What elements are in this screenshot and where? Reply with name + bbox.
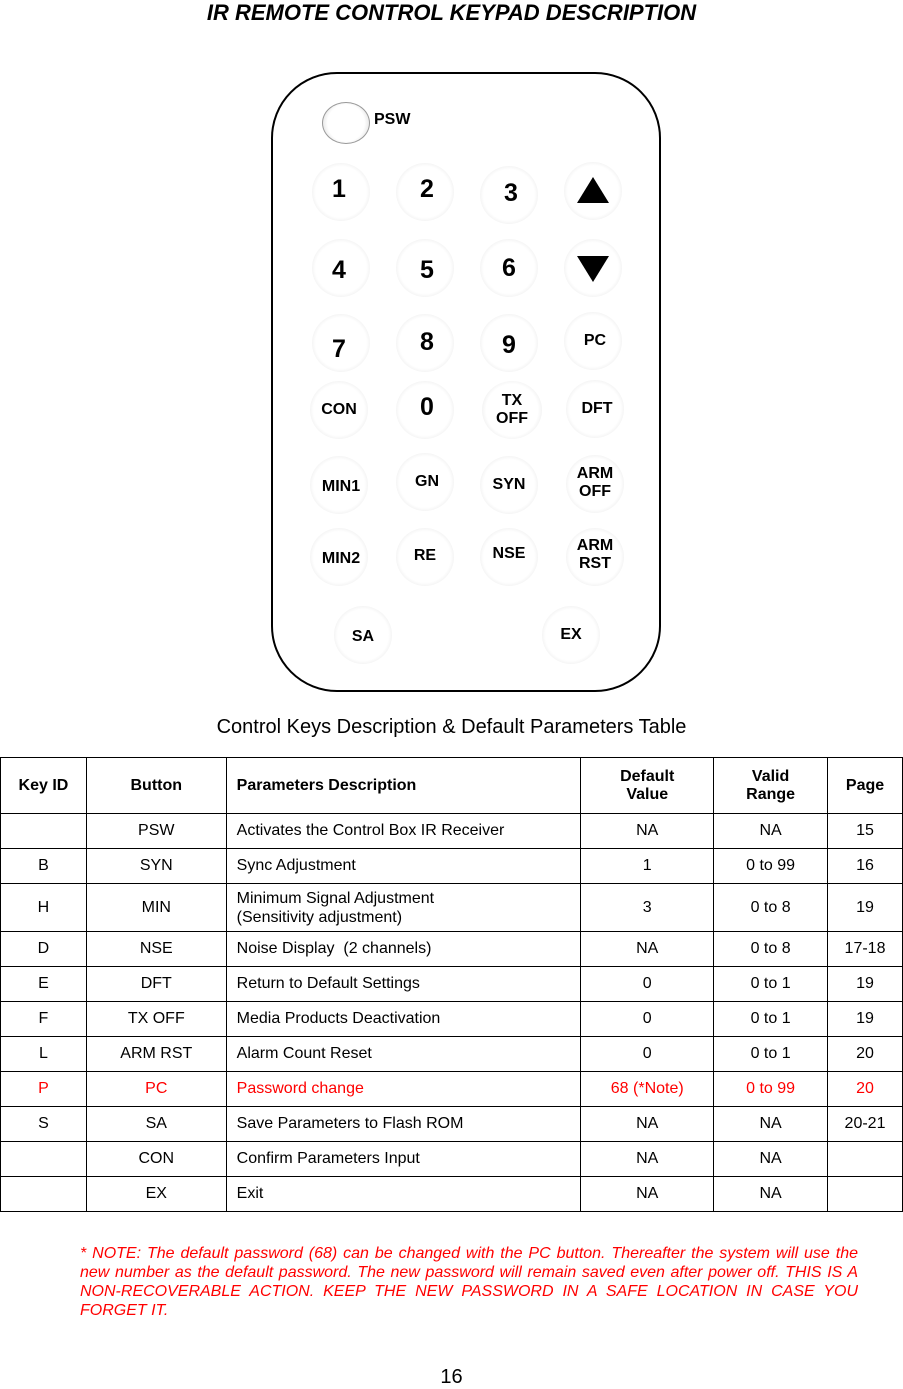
pc-key[interactable]: PC <box>564 312 622 370</box>
min2-key[interactable]: MIN2 <box>310 528 368 586</box>
con-key[interactable]: CON <box>310 381 368 439</box>
key-3[interactable]: 3 <box>480 166 538 224</box>
page-title: IR REMOTE CONTROL KEYPAD DESCRIPTION <box>206 0 697 25</box>
table-row: CON Confirm Parameters Input NA NA <box>1 1142 903 1177</box>
table-row: PSW Activates the Control Box IR Receiver NA NA 15 <box>1 814 903 849</box>
table-title: Control Keys Description & Default Parameters Table <box>216 716 687 738</box>
key-9[interactable]: 9 <box>480 314 538 372</box>
sa-key[interactable]: SA <box>334 606 392 664</box>
header-button: Button <box>86 758 226 814</box>
psw-key-label: PSW <box>374 111 411 128</box>
header-key-id: Key ID <box>1 758 87 814</box>
arm-rst-key[interactable]: ARM RST <box>566 528 624 586</box>
key-8[interactable]: 8 <box>396 314 454 372</box>
arrow-down-icon <box>577 256 609 282</box>
dft-key[interactable]: DFT <box>566 380 624 438</box>
table-row: H MIN Minimum Signal Adjustment (Sensitivity adjustment) 3 0 to 8 19 <box>1 884 903 932</box>
down-key[interactable] <box>564 239 622 297</box>
header-description: Parameters Description <box>226 758 581 814</box>
key-0[interactable]: 0 <box>396 381 454 439</box>
table-row: D NSE Noise Display (2 channels) NA 0 to 8 17-18 <box>1 932 903 967</box>
re-key[interactable]: RE <box>396 528 454 586</box>
tx-off-key[interactable]: TX OFF <box>482 381 542 439</box>
password-note: * NOTE: The default password (68) can be changed with the PC button. Thereafter the system will use the new number as the default password. The new password will remain saved even after power off. THIS IS A NON-RECOVERABLE ACTION. KEEP THE NEW PASSWORD IN A SAFE LOCATION IN CASE YOU FORGET IT. <box>80 1245 858 1319</box>
table-row-highlighted: P PC Password change 68 (*Note) 0 to 99 20 <box>1 1072 903 1107</box>
gn-key[interactable]: GN <box>396 453 454 511</box>
arm-off-key[interactable]: ARM OFF <box>566 455 624 513</box>
arrow-up-icon <box>577 177 609 203</box>
header-valid-range: Valid Range <box>714 758 828 814</box>
key-6[interactable]: 6 <box>480 239 538 297</box>
table-row: EX Exit NA NA <box>1 1177 903 1212</box>
psw-key[interactable] <box>322 102 370 144</box>
nse-key[interactable]: NSE <box>480 528 538 586</box>
page-number: 16 <box>440 1366 463 1388</box>
parameters-table <box>0 757 903 1212</box>
key-7[interactable]: 7 <box>312 314 370 372</box>
up-key[interactable] <box>564 162 622 220</box>
header-default-value: Default Value <box>581 758 714 814</box>
table-row: F TX OFF Media Products Deactivation 0 0 to 1 19 <box>1 1002 903 1037</box>
key-5[interactable]: 5 <box>396 239 454 297</box>
table-row: B SYN Sync Adjustment 1 0 to 99 16 <box>1 849 903 884</box>
key-4[interactable]: 4 <box>312 239 370 297</box>
header-page: Page <box>828 758 903 814</box>
key-2[interactable]: 2 <box>396 163 454 221</box>
syn-key[interactable]: SYN <box>480 456 538 514</box>
table-row: E DFT Return to Default Settings 0 0 to 1 19 <box>1 967 903 1002</box>
key-1[interactable]: 1 <box>312 163 370 221</box>
table-row: S SA Save Parameters to Flash ROM NA NA 20-21 <box>1 1107 903 1142</box>
ex-key[interactable]: EX <box>542 606 600 664</box>
table-header-row <box>1 758 903 814</box>
min1-key[interactable]: MIN1 <box>310 456 368 514</box>
table-row: L ARM RST Alarm Count Reset 0 0 to 1 20 <box>1 1037 903 1072</box>
